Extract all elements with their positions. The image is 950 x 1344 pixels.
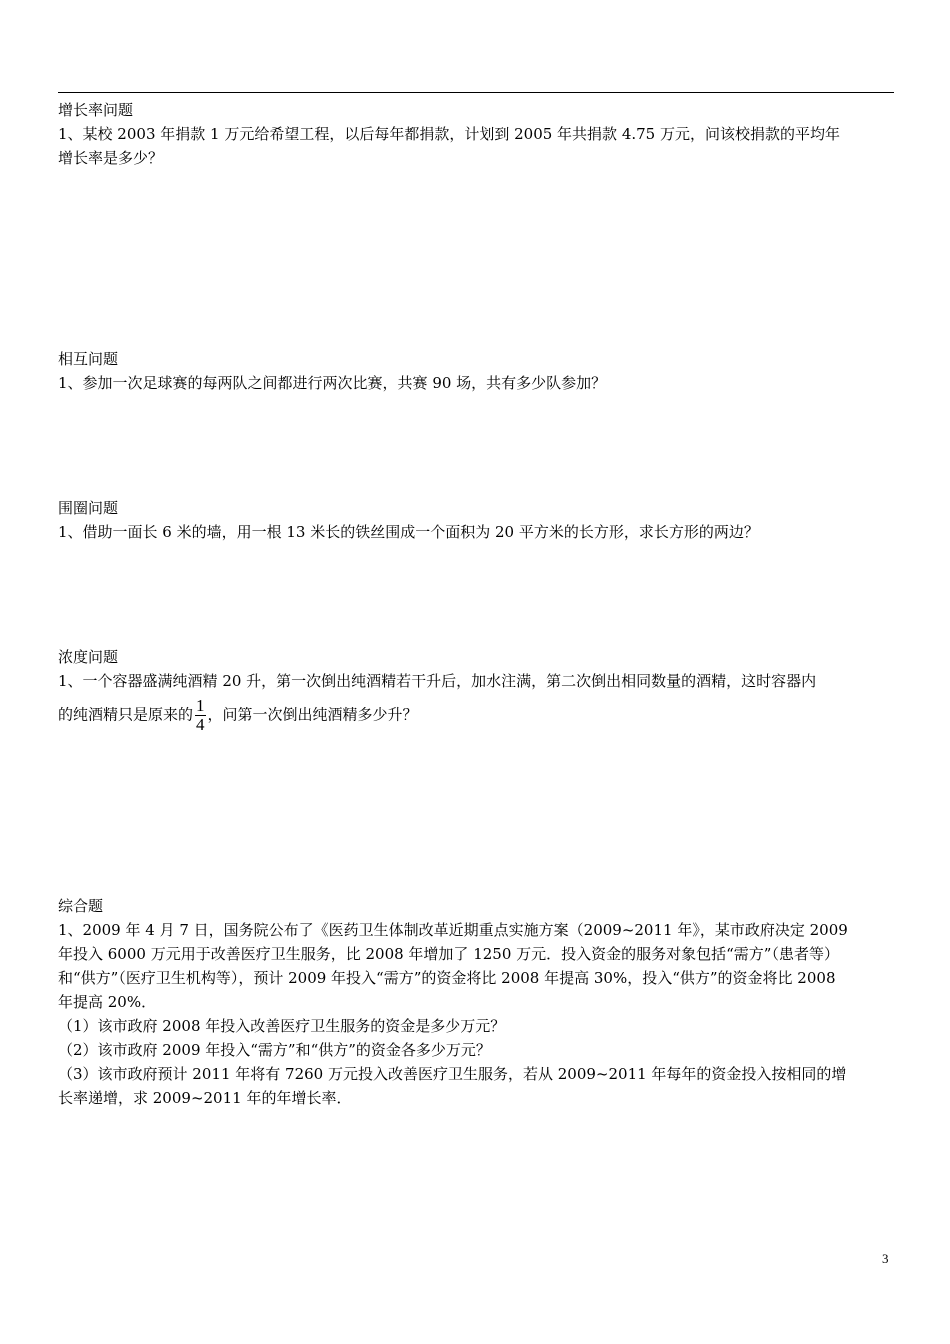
- fraction: [195, 697, 206, 734]
- section-growth-rate: [58, 98, 896, 170]
- section-heading: 增长率问题: [58, 101, 134, 119]
- question-text: 1、一个容器盛满纯酒精 20 升，第一次倒出纯酒精若干升后，加水注满，第二次倒出相同数量的酒精，这时容器内: [58, 672, 817, 690]
- header-rule: [58, 92, 894, 93]
- section-heading: 围圈问题: [58, 499, 119, 517]
- question-text-part: ，问第一次倒出纯酒精多少升？: [207, 705, 418, 724]
- question-text: 年投入 6000 万元用于改善医疗卫生服务，比 2008 年增加了 1250 万元．投入资金的服务对象包括“需方”（患者等）: [58, 945, 839, 963]
- sub-question: 长率递增，求 2009~2011 年的年增长率．: [58, 1089, 352, 1107]
- section-comprehensive: [58, 894, 896, 1110]
- section-mutual: [58, 347, 896, 395]
- question-text: 1、某校 2003 年捐款 1 万元给希望工程，以后每年都捐款，计划到 2005 年共捐款 4.75 万元，问该校捐款的平均年: [58, 125, 840, 143]
- question-text: 年提高 20%．: [58, 993, 157, 1011]
- fraction-denominator: 4: [196, 715, 205, 734]
- fraction-numerator: 1: [196, 696, 205, 715]
- section-enclosure: [58, 496, 896, 544]
- question-text: 1、参加一次足球赛的每两队之间都进行两次比赛，共赛 90 场，共有多少队参加？: [58, 374, 607, 392]
- question-text: 和“供方”（医疗卫生机构等），预计 2009 年投入“需方”的资金将比 2008 年提高 30%，投入“供方”的资金将比 2008: [58, 969, 836, 987]
- page-number: 3: [882, 1251, 889, 1266]
- sub-question: （3）该市政府预计 2011 年将有 7260 万元投入改善医疗卫生服务，若从 2009~2011 年每年的资金投入按相同的增: [58, 1065, 847, 1083]
- section-heading: 综合题: [58, 897, 104, 915]
- question-text: 1、2009 年 4 月 7 日，国务院公布了《医药卫生体制改革近期重点实施方案（2009~2011 年》，某市政府决定 2009: [58, 921, 848, 939]
- section-heading: 相互问题: [58, 350, 119, 368]
- sub-question: （1）该市政府 2008 年投入改善医疗卫生服务的资金是多少万元？: [58, 1017, 506, 1035]
- section-concentration: [58, 645, 896, 734]
- question-text-part: 的纯酒精只是原来的: [58, 705, 194, 724]
- sub-question: （2）该市政府 2009 年投入“需方”和“供方”的资金各多少万元？: [58, 1041, 491, 1059]
- question-text: [58, 697, 896, 734]
- question-text: 1、借助一面长 6 米的墙，用一根 13 米长的铁丝围成一个面积为 20 平方米的长方形，求长方形的两边？: [58, 523, 759, 541]
- section-heading: 浓度问题: [58, 648, 119, 666]
- question-text: 增长率是多少？: [58, 149, 164, 167]
